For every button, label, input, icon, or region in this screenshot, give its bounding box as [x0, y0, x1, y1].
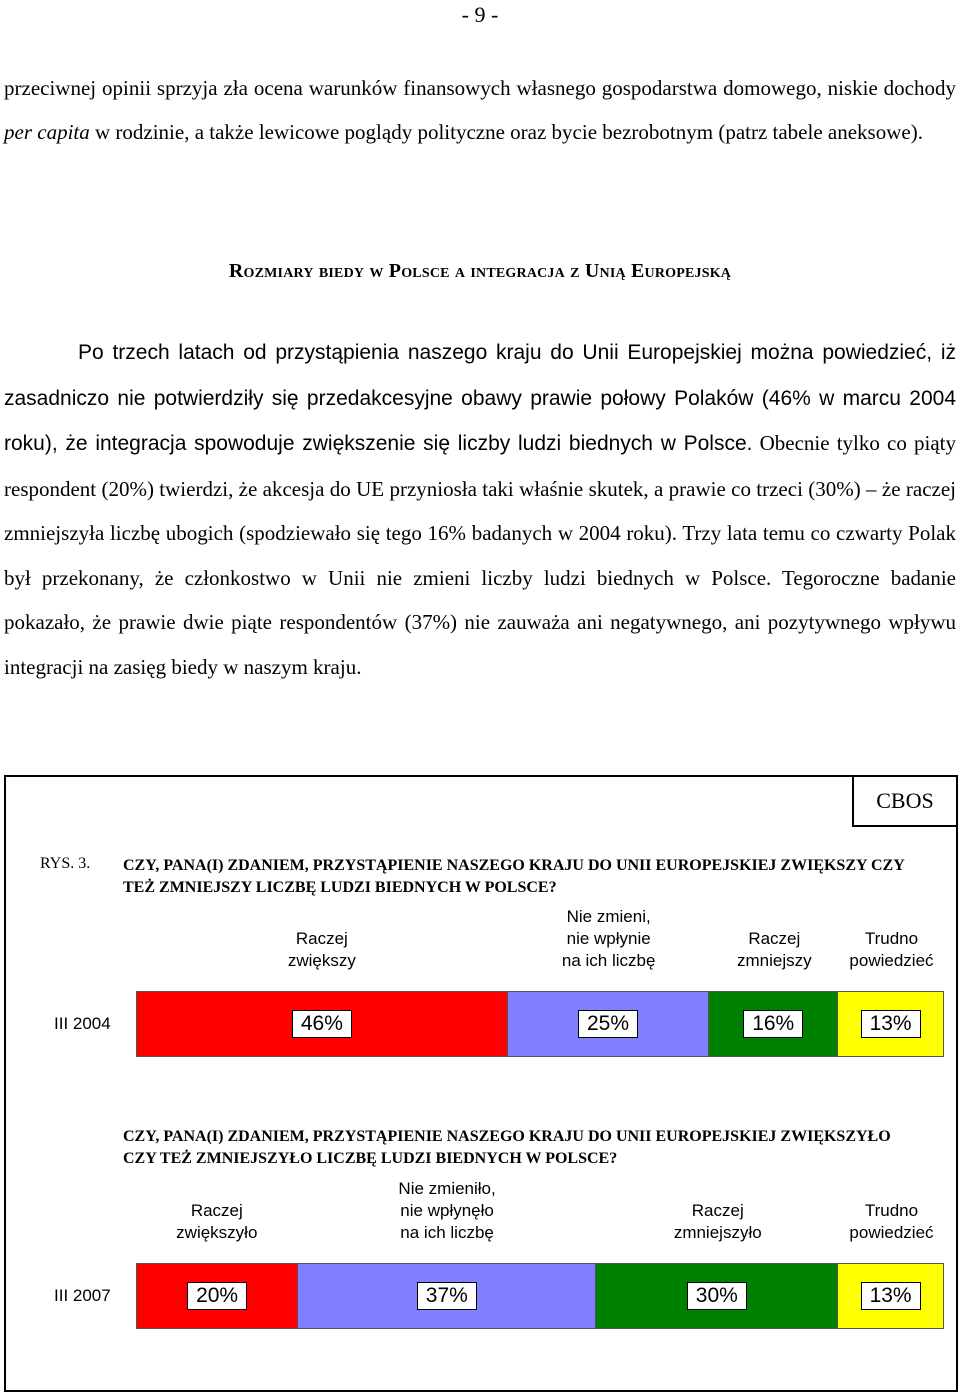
chart-2-title: CZY, PANA(I) ZDANIEM, PRZYSTĄPIENIE NASZEGO KRAJU DO UNII EUROPEJSKIEJ ZWIĘKSZYŁO CZY TEŻ ZMNIEJSZYŁO LICZBĘ LUDZI BIEDNYCH W POLSCE?	[123, 1128, 891, 1167]
chart-2-data-label-2: 37%	[417, 1282, 477, 1310]
chart-2-data-label-4: 13%	[861, 1282, 921, 1310]
chart-1-data-label-3: 16%	[743, 1010, 803, 1038]
chart-1-data-label-1: 46%	[292, 1010, 352, 1038]
paragraph-continuation	[4, 66, 956, 154]
section-paragraph	[4, 330, 956, 689]
chart-1-legend-item-3: Raczej zmniejszy	[737, 929, 812, 970]
chart-1-segment-3	[709, 992, 838, 1056]
chart-2-data-label-1: 20%	[187, 1282, 247, 1310]
chart-1-title: CZY, PANA(I) ZDANIEM, PRZYSTĄPIENIE NASZEGO KRAJU DO UNII EUROPEJSKIEJ ZWIĘKSZY CZY TEŻ ZMNIEJSZY LICZBĘ LUDZI BIEDNYCH W POLSCE?	[123, 857, 905, 896]
figure-number: RYS. 3.	[40, 855, 91, 872]
chart-1-legend-item-1: Raczej zwiększy	[287, 929, 356, 970]
chart-2-legend-item-2: Nie zmieniło, nie wpłynęło na ich liczbę	[398, 1179, 496, 1242]
chart-2-legend-item-4: Trudno powiedzieć	[849, 1201, 934, 1242]
chart-1-segment-1	[137, 992, 508, 1056]
chart-2-segment-2	[298, 1264, 596, 1328]
paragraph-italic-term: per capita	[4, 120, 90, 144]
chart-1-segment-2	[508, 992, 710, 1056]
chart-1-legend-item-2: Nie zmieni, nie wpłynie na ich liczbę	[561, 907, 656, 970]
chart-2-segment-1	[137, 1264, 298, 1328]
chart-1-row-label: III 2004	[54, 1014, 111, 1033]
paragraph-text: przeciwnej opinii sprzyja zła ocena warunków finansowych własnego gospodarstwa domowego, niskie dochody	[4, 76, 956, 100]
chart-2-legend-item-1: Raczej zwiększyło	[176, 1201, 258, 1242]
chart-1-data-label-2: 25%	[578, 1010, 638, 1038]
paragraph-text-end: w rodzinie, a także lewicowe poglądy polityczne oraz bycie bezrobotnym (patrz tabele aneksowe).	[89, 120, 923, 144]
paragraph-sans-part: Po trzech latach od przystąpienia naszego kraju do Unii Europejskiej można powiedzieć, iż zasadniczo nie potwierdziły się przedakcesyjne obawy prawie połowy Polaków (46% w marcu 2004 roku), że integracja spowoduje zwiększenie się liczby ludzi biednych w Polsce.	[4, 341, 956, 455]
chart-2-segment-3	[596, 1264, 838, 1328]
chart-2-legend-item-3: Raczej zmniejszyło	[673, 1201, 762, 1242]
chart-1-data-label-4: 13%	[861, 1010, 921, 1038]
section-heading: Rozmiary biedy w Polsce a integracja z Unią Europejską	[228, 260, 732, 282]
paragraph-serif-part: Obecnie tylko co piąty respondent (20%) twierdzi, że akcesja do UE przyniosła taki właśnie skutek, a prawie co trzeci (30%) – że raczej zmniejszyła liczbę ubogich (spodziewało się tego 16% badanych w 2004 roku). Trzy lata temu co czwarty Polak był przekonany, że członkostwo w Unii nie zmieni liczby ludzi biednych w Polsce. Tegoroczne badanie pokazało, że prawie dwie piąte respondentów (37%) nie zauważa ani negatywnego, ani pozytywnego wpływu integracji na zasięg biedy w naszym kraju.	[4, 431, 956, 679]
chart-2-row-label: III 2007	[54, 1286, 111, 1305]
chart-2-bar	[136, 1263, 944, 1329]
chart-2-segment-4	[838, 1264, 943, 1328]
page-number: - 9 -	[461, 2, 499, 27]
chart-1-bar	[136, 991, 944, 1057]
chart-2-data-label-3: 30%	[687, 1282, 747, 1310]
source-box: CBOS	[852, 775, 958, 827]
chart-1-legend-item-4: Trudno powiedzieć	[849, 929, 934, 970]
chart-1-segment-4	[838, 992, 943, 1056]
